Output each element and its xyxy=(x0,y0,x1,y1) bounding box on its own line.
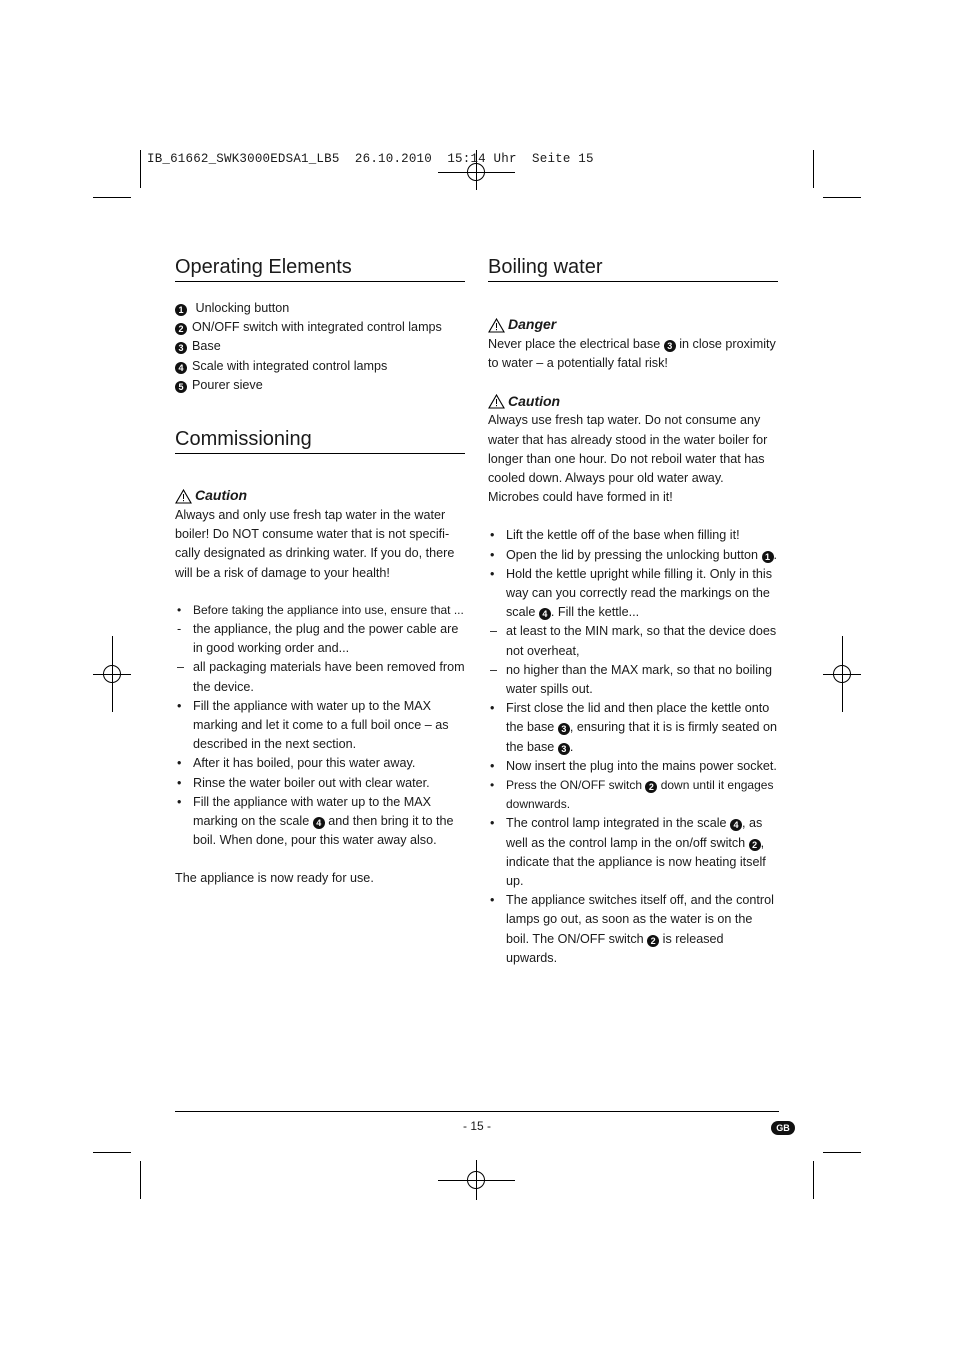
danger-label: Danger xyxy=(488,315,778,335)
operating-elements-list xyxy=(175,299,465,395)
list-item: 1 Unlocking button xyxy=(175,299,465,318)
print-slug: IB_61662_SWK3000EDSA1_LB5 26.10.2010 15:14 Uhr Seite 15 xyxy=(147,152,594,166)
list-item: • Fill the appliance with water up to the MAX marking on the scale 4 and then bring it to the boil. When done, pour this water away also. xyxy=(177,794,454,848)
list-item: • First close the lid and then place the kettle onto the base 3 , ensuring that it is is firmly seated on the base 3 . xyxy=(490,701,778,754)
caution-label: Caution xyxy=(488,391,778,411)
list-item: 2 ON/OFF switch with integrated control lamps xyxy=(175,318,465,337)
language-badge: GB xyxy=(771,1121,795,1135)
list-item: 4 Scale with integrated control lamps xyxy=(175,357,465,376)
commissioning-heading: Commissioning xyxy=(175,427,465,454)
caution-text: Always use fresh tap water. Do not consume any water that has already stood in the water boiler for longer than one hour. Do not reboil water that has cooled down. Always pour old water away. Microbes could have formed in it! xyxy=(488,413,768,505)
list-item: 5 Pourer sieve xyxy=(175,376,465,395)
right-column xyxy=(488,255,778,968)
list-item: • Now insert the plug into the mains power socket. xyxy=(490,758,777,773)
ready-text: The appliance is now ready for use. xyxy=(175,871,374,886)
footer-rule xyxy=(175,1111,779,1112)
list-item: • Fill the appliance with water up to the MAX marking and let it come to a full boil once – as described in the next section. xyxy=(177,698,449,752)
left-column xyxy=(175,255,465,889)
caution-text: Always and only use fresh tap water in the water boiler! Do NOT consume water that is not specifi-cally designated as drinking water. If you do, there will be a risk of damage to your health! xyxy=(175,508,455,580)
operating-elements-heading: Operating Elements xyxy=(175,255,465,282)
caution-label: Caution xyxy=(175,486,465,506)
warning-triangle-icon xyxy=(175,489,192,504)
page-number: - 15 - xyxy=(462,1119,491,1133)
list-item: • Rinse the water boiler out with clear water. xyxy=(177,775,430,790)
list-item: – all packaging materials have been removed from the device. xyxy=(177,660,465,694)
list-item: • The control lamp integrated in the scale 4 , as well as the control lamp in the on/off switch 2 , indicate that the appliance is now heating itself up. xyxy=(490,816,766,889)
list-item: – no higher than the MAX mark, so that no boiling water spills out. xyxy=(490,662,773,697)
warning-triangle-icon xyxy=(488,318,505,333)
list-item: • Press the ON/OFF switch 2 down until it engages downwards. xyxy=(490,778,774,812)
boiling-water-heading: Boiling water xyxy=(488,255,778,282)
list-item: - the appliance, the plug and the power cable are in good working order and... xyxy=(177,622,459,656)
list-item: • Lift the kettle off of the base when filling it! xyxy=(490,528,740,543)
warning-triangle-icon xyxy=(488,394,505,409)
list-item: 3 Base xyxy=(175,337,465,356)
list-item: • Before taking the appliance into use, ensure that ... xyxy=(177,602,464,617)
list-item: • Hold the kettle upright while filling it. Only in this way can you correctly read the markings on the scale 4 . Fill the kettle... xyxy=(490,566,772,620)
danger-text: Never place the electrical base 3 in close proximity to water – a potentially fatal risk! xyxy=(488,337,776,371)
boiling-list xyxy=(488,526,778,968)
list-item: • The appliance switches itself off, and the control lamps go out, as soon as the water is on the boil. The ON/OFF switch 2 is released upwards. xyxy=(490,893,774,965)
list-item: • Open the lid by pressing the unlocking button 1 . xyxy=(490,547,778,562)
list-item: • After it has boiled, pour this water away. xyxy=(177,756,416,771)
list-item: – at least to the MIN mark, so that the device does not overheat, xyxy=(490,624,777,658)
commissioning-list xyxy=(175,601,465,851)
